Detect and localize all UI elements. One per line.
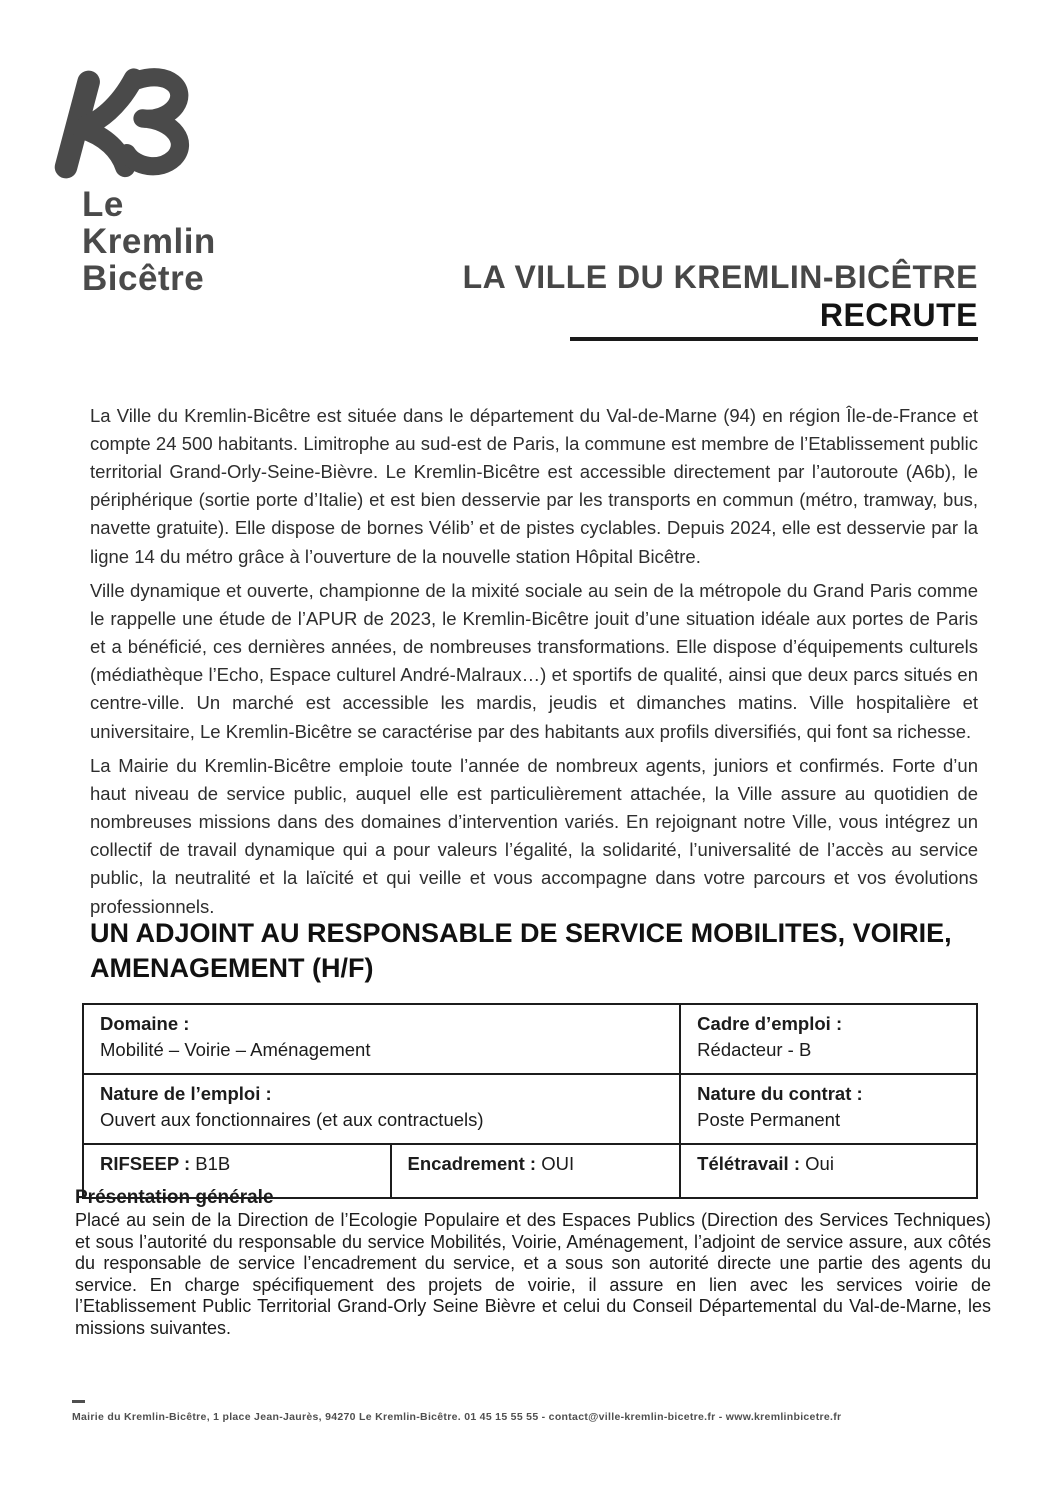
job-title: UN ADJOINT AU RESPONSABLE DE SERVICE MOBILITES, VOIRIE, AMENAGEMENT (H/F) (90, 918, 952, 983)
table-row-nature (83, 1074, 977, 1144)
cell-nature-contrat (680, 1074, 977, 1144)
rifseep-value: B1B (195, 1153, 231, 1174)
encadrement-value: OUI (541, 1153, 575, 1174)
city-name-line2: Bicêtre (82, 259, 205, 298)
nature-emploi-value: Ouvert aux fonctionnaires (et aux contractuels) (100, 1109, 484, 1130)
cadre-emploi-label: Cadre d’emploi : (697, 1013, 843, 1034)
header-title: LA VILLE DU KREMLIN-BICÊTRE (462, 259, 978, 295)
header-subtitle: RECRUTE (819, 297, 978, 333)
domaine-label: Domaine : (100, 1013, 190, 1034)
city-name-line1: Le Kremlin (82, 185, 216, 261)
city-logo (52, 68, 216, 298)
teletravail-label: Télétravail : (697, 1153, 800, 1174)
city-name (82, 186, 216, 297)
footer-text: Mairie du Kremlin-Bicêtre, 1 place Jean-Jaurès, 94270 Le Kremlin-Bicêtre. 01 45 15 55 55 - contact@ville-kremlin-bicetre.fr - www.kremlinbicetre.fr (72, 1411, 842, 1423)
cell-cadre-emploi (680, 1004, 977, 1074)
table-row-domaine-cadre (83, 1004, 977, 1074)
teletravail-value: Oui (805, 1153, 834, 1174)
intro-paragraph-1: La Ville du Kremlin-Bicêtre est située dans le département du Val-de-Marne (94) en région Île-de-France et compte 24 500 habitants. Limitrophe au sud-est de Paris, la commune est membre de l’Etablissement public territorial Grand-Orly-Seine-Bièvre. Le Kremlin-Bicêtre est accessible directement par l’autoroute (A6b), le périphérique (sortie porte d’Italie) et est bien desservie par les transports en commun (métro, tramway, bus, navette gratuite). Elle dispose de bornes Vélib’ et de pistes cyclables. Depuis 2024, elle est desservie par la ligne 14 du métro grâce à l’ouverture de la nouvelle station Hôpital Bicêtre. (90, 404, 978, 567)
presentation-section (75, 1186, 991, 1340)
presentation-body: Placé au sein de la Direction de l’Ecologie Populaire et des Espaces Publics (Direction des Services Techniques) et sous l’autorité du responsable du service Mobilités, Voirie, Aménagement, l’adjoint de service assure, aux côtés du responsable de service l’encadrement du service, et a sous son autorité directe une partie des agents du service. En charge spécifiquement des projets de voirie, il assure en lien avec les services voirie de l’Etablissement Public Territorial Grand-Orly Seine Bièvre et celui du Conseil Départemental du Val-de-Marne, les missions suivantes. (75, 1210, 991, 1338)
nature-contrat-value: Poste Permanent (697, 1109, 841, 1130)
job-info-table (82, 1003, 978, 1199)
footer (72, 1400, 992, 1423)
cell-nature-emploi (83, 1074, 680, 1144)
title-underline (570, 337, 978, 341)
kb-monogram-icon (52, 68, 200, 181)
cadre-emploi-value: Rédacteur - B (697, 1039, 812, 1060)
header-title-block (463, 258, 978, 341)
nature-emploi-label: Nature de l’emploi : (100, 1083, 272, 1104)
presentation-heading: Présentation générale (75, 1187, 274, 1208)
footer-dash-icon (72, 1400, 85, 1403)
rifseep-label: RIFSEEP : (100, 1153, 191, 1174)
nature-contrat-label: Nature du contrat : (697, 1083, 863, 1104)
intro-paragraph-2: Ville dynamique et ouverte, championne de la mixité sociale au sein de la métropole du Grand Paris comme le rappelle une étude de l’APUR de 2023, le Kremlin-Bicêtre jouit d’une situation idéale aux portes de Paris et a bénéficié, ces dernières années, de nombreuses transformations. Elle dispose d’équipements culturels (médiathèque l’Echo, Espace culturel André-Malraux…) et sportifs de qualité, ainsi que deux parcs situés en centre-ville. Un marché est accessible les mardis, jeudis et dimanches matins. Ville hospitalière et universitaire, Le Kremlin-Bicêtre se caractérise par des habitants aux profils diversifiés, qui font sa richesse. (90, 579, 978, 742)
encadrement-label: Encadrement : (407, 1153, 537, 1174)
intro-paragraph-3: La Mairie du Kremlin-Bicêtre emploie toute l’année de nombreux agents, juniors et confirmés. Forte d’un haut niveau de service public, auquel elle est particulièrement attachée, la Ville assure au quotidien de nombreuses missions dans des domaines d’intervention variés. En rejoignant notre Ville, vous intégrez un collectif de travail dynamique qui a pour valeurs l’égalité, la solidarité, l’universalité de l’accès au service public, la neutralité et la laïcité et qui veille et vous accompagne dans votre parcours et vos évolutions professionnels. (90, 754, 978, 917)
cell-domaine (83, 1004, 680, 1074)
domaine-value: Mobilité – Voirie – Aménagement (100, 1039, 371, 1060)
